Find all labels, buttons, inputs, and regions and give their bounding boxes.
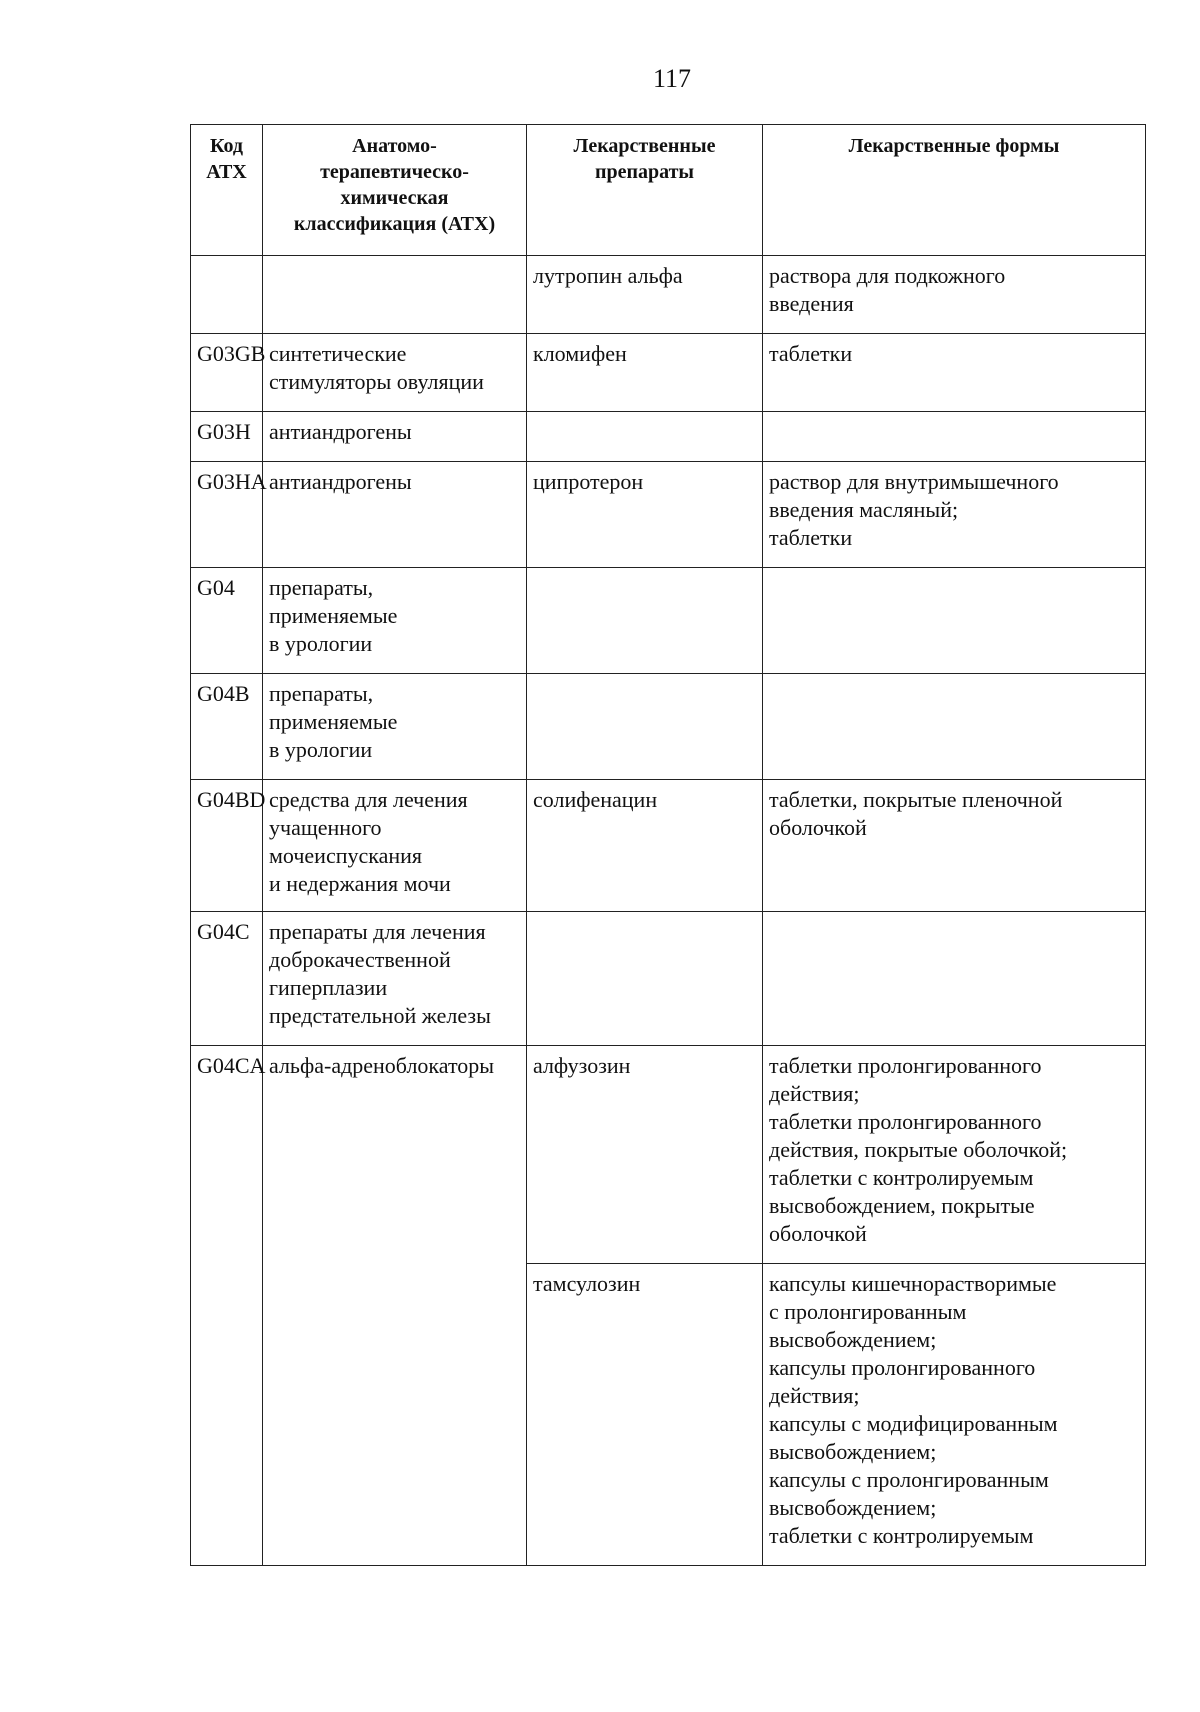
cell-classification [263, 256, 527, 334]
cell-drug [527, 912, 763, 1046]
cell-code: G04CA [191, 1046, 263, 1566]
cell-classification: антиандрогены [263, 412, 527, 462]
cell-drug: ципротерон [527, 462, 763, 568]
cell-code: G03H [191, 412, 263, 462]
cell-code: G04B [191, 674, 263, 780]
header-classification: Анатомо- терапевтическо- химическая классификация (АТХ) [263, 125, 527, 256]
cell-drug: кломифен [527, 334, 763, 412]
cell-form: капсулы кишечнорастворимые с пролонгированным высвобождением; капсулы пролонгированного действия; капсулы с модифицированным высвобождением; капсулы с пролонгированным высвобождением; таблетки с контролируемым [763, 1264, 1146, 1566]
cell-drug: солифенацин [527, 780, 763, 912]
cell-drug: лутропин альфа [527, 256, 763, 334]
cell-form [763, 674, 1146, 780]
cell-drug [527, 412, 763, 462]
cell-code: G03GB [191, 334, 263, 412]
cell-classification: препараты, применяемые в урологии [263, 674, 527, 780]
cell-classification: препараты для лечения доброкачественной гиперплазии предстательной железы [263, 912, 527, 1046]
cell-classification: препараты, применяемые в урологии [263, 568, 527, 674]
table-row [191, 780, 1146, 912]
cell-code: G04 [191, 568, 263, 674]
cell-code: G03HA [191, 462, 263, 568]
cell-classification: альфа-адреноблокаторы [263, 1046, 527, 1566]
cell-code [191, 256, 263, 334]
table-row [191, 1046, 1146, 1264]
cell-drug [527, 674, 763, 780]
table-row [191, 412, 1146, 462]
cell-classification: антиандрогены [263, 462, 527, 568]
cell-classification: синтетические стимуляторы овуляции [263, 334, 527, 412]
cell-drug: тамсулозин [527, 1264, 763, 1566]
cell-code: G04C [191, 912, 263, 1046]
table-row [191, 912, 1146, 1046]
cell-form: раствор для внутримышечного введения масляный; таблетки [763, 462, 1146, 568]
cell-form [763, 412, 1146, 462]
header-forms: Лекарственные формы [763, 125, 1146, 256]
cell-drug [527, 568, 763, 674]
cell-form: таблетки [763, 334, 1146, 412]
table-row [191, 256, 1146, 334]
header-code: Код АТХ [191, 125, 263, 256]
table-row [191, 674, 1146, 780]
cell-code: G04BD [191, 780, 263, 912]
cell-drug: алфузозин [527, 1046, 763, 1264]
header-drugs: Лекарственные препараты [527, 125, 763, 256]
cell-classification: средства для лечения учащенного мочеиспускания и недержания мочи [263, 780, 527, 912]
cell-form [763, 912, 1146, 1046]
page-number: 117 [652, 64, 692, 93]
table-header-row [191, 125, 1146, 256]
table-row [191, 462, 1146, 568]
cell-form: таблетки, покрытые пленочной оболочкой [763, 780, 1146, 912]
cell-form [763, 568, 1146, 674]
cell-form: таблетки пролонгированного действия; таблетки пролонгированного действия, покрытые оболочкой; таблетки с контролируемым высвобождением, покрытые оболочкой [763, 1046, 1146, 1264]
cell-form: раствора для подкожного введения [763, 256, 1146, 334]
table-row [191, 568, 1146, 674]
atx-table [190, 124, 1146, 1566]
table-row [191, 334, 1146, 412]
